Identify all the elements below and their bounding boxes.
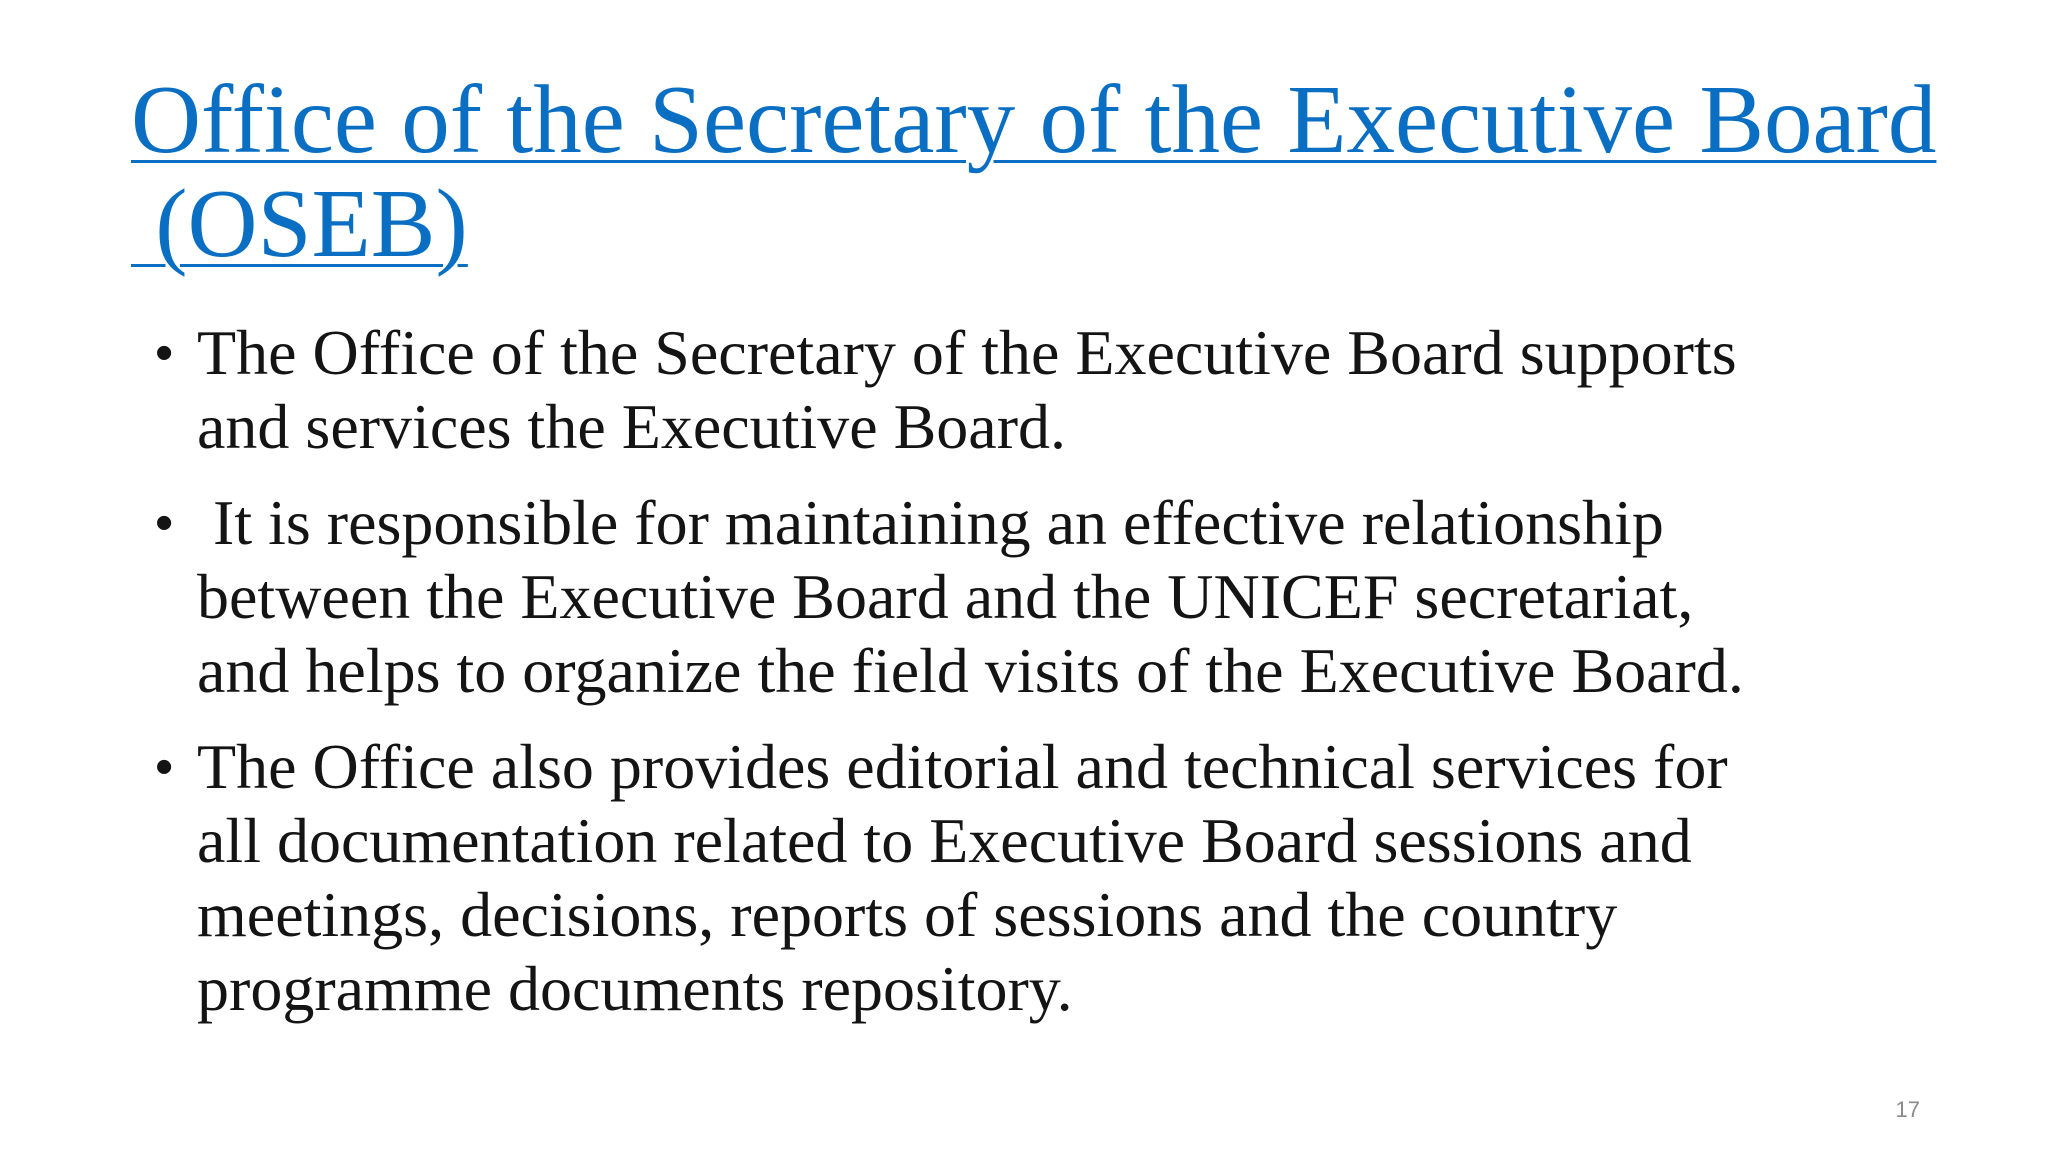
bullet-text-line: The Office of the Secretary of the Executive Board supports — [197, 317, 1737, 388]
bullet-text-line: and services the Executive Board. — [197, 391, 1066, 462]
bullet-list — [155, 316, 1915, 1048]
bullet-text-line: meetings, decisions, reports of sessions and the country — [197, 879, 1618, 950]
bullet-text-line: It is responsible for maintaining an effective relationship — [197, 487, 1664, 558]
slide-title-line-2: (OSEB) — [131, 170, 468, 277]
slide-title-link[interactable] — [131, 68, 1951, 276]
page-number: 17 — [1895, 1097, 1920, 1122]
slide-title-line-1: Office of the Secretary of the Executive Board — [131, 66, 1937, 173]
bullet-item — [155, 316, 1915, 464]
bullet-text-line: between the Executive Board and the UNICEF secretariat, — [197, 561, 1694, 632]
bullet-text-line: and helps to organize the field visits of the Executive Board. — [197, 635, 1744, 706]
bullet-icon: • — [155, 324, 174, 382]
bullet-icon: • — [155, 494, 174, 552]
bullet-text-line: The Office also provides editorial and technical services for — [197, 731, 1728, 802]
bullet-text-line: programme documents repository. — [197, 953, 1073, 1024]
bullet-item — [155, 486, 1915, 708]
bullet-item — [155, 730, 1915, 1026]
bullet-text-line: all documentation related to Executive Board sessions and — [197, 805, 1692, 876]
bullet-icon: • — [155, 738, 174, 796]
